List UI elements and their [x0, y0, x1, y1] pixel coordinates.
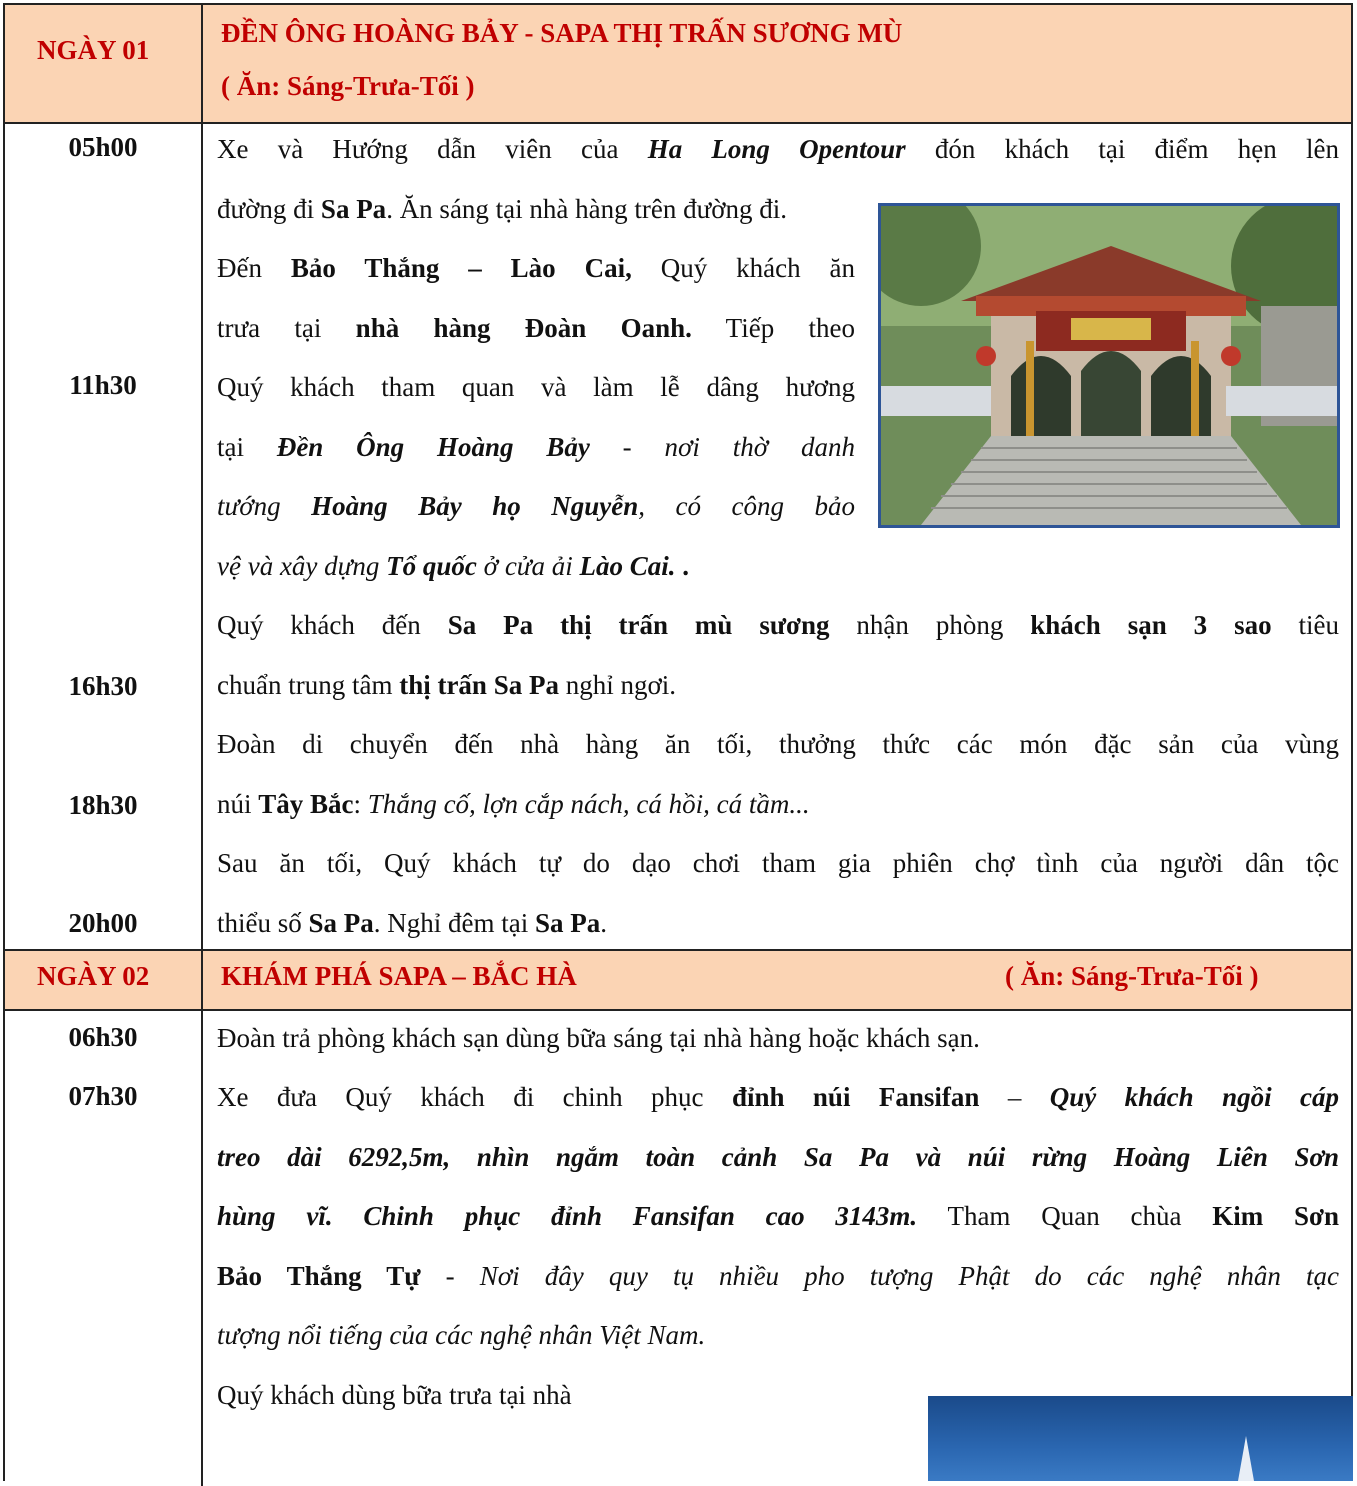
column-divider: [201, 1009, 203, 1486]
fansipan-photo: [928, 1396, 1353, 1481]
time-2000: 20h00: [68, 908, 138, 938]
day1-paragraph-1830: Đoàn di chuyển đến nhà hàng ăn tối, thưởng thức các món đặc sản của vùng núi Tây Bắc: Thắng cố, lợn cắp nách, cá hồi, cá tầm...: [217, 729, 1339, 819]
day2-paragraph-0630: Đoàn trả phòng khách sạn dùng bữa sáng tại nhà hàng hoặc khách sạn.: [217, 1023, 980, 1053]
day2-meals: ( Ăn: Sáng-Trưa-Tối ): [1005, 961, 1259, 991]
day1-meals: ( Ăn: Sáng-Trưa-Tối ): [221, 71, 475, 101]
day2-title: KHÁM PHÁ SAPA – BẮC HÀ: [221, 961, 577, 991]
temple-gate-photo: [878, 203, 1340, 528]
day1-paragraph-1630: Quý khách đến Sa Pa thị trấn mù sương nhận phòng khách sạn 3 sao tiêu chuẩn trung tâm thị trấn Sa Pa nghỉ ngơi.: [217, 610, 1339, 700]
time-0630: 06h30: [68, 1022, 138, 1052]
column-divider: [201, 122, 203, 951]
day1-title: ĐỀN ÔNG HOÀNG BẢY - SAPA THỊ TRẤN SƯƠNG MÙ: [221, 18, 903, 48]
time-0500: 05h00: [68, 132, 138, 162]
day1-paragraph-1130: Đến Bảo Thắng – Lào Cai, Quý khách ăn trưa tại nhà hàng Đoàn Oanh. Tiếp theo Quý khách tham quan và làm lễ dâng hương tại Đền Ông Hoàng Bảy - nơi thờ danh tướng Hoàng Bảy họ Nguyễn, có công bảo vệ và xây dựng Tổ quốc ở cửa ải Lào Cai. .: [217, 253, 856, 581]
time-1630: 16h30: [68, 671, 138, 701]
time-0730: 07h30: [68, 1081, 138, 1111]
day2-paragraph-0730: Xe đưa Quý khách đi chinh phục đỉnh núi Fansifan – Quý khách ngồi cáp treo dài 6292,5m, nhìn ngắm toàn cảnh Sa Pa và núi rừng Hoàng Liên Sơn hùng vĩ. Chinh phục đỉnh Fansifan cao 3143m. Tham Quan chùa Kim Sơn Bảo Thắng Tự - Nơi đây quy tụ nhiều pho tượng Phật do các nghệ nhân tạc tượng nổi tiếng của các nghệ nhân Việt Nam. Quý khách dùng bữa trưa tại nhà: [217, 1082, 1340, 1410]
day1-label: NGÀY 01: [37, 35, 150, 65]
time-1130: 11h30: [69, 370, 137, 400]
day1-paragraph-0500: Xe và Hướng dẫn viên của Ha Long Opentour đón khách tại điểm hẹn lên đường đi Sa Pa. Ăn sáng tại nhà hàng trên đường đi.: [217, 134, 1339, 224]
day1-paragraph-2000: Sau ăn tối, Quý khách tự do dạo chơi tham gia phiên chợ tình của người dân tộc thiểu số Sa Pa. Nghỉ đêm tại Sa Pa.: [217, 848, 1339, 938]
time-1830: 18h30: [68, 790, 138, 820]
column-divider: [201, 951, 203, 1011]
day2-label: NGÀY 02: [37, 961, 150, 991]
column-divider: [201, 5, 203, 122]
